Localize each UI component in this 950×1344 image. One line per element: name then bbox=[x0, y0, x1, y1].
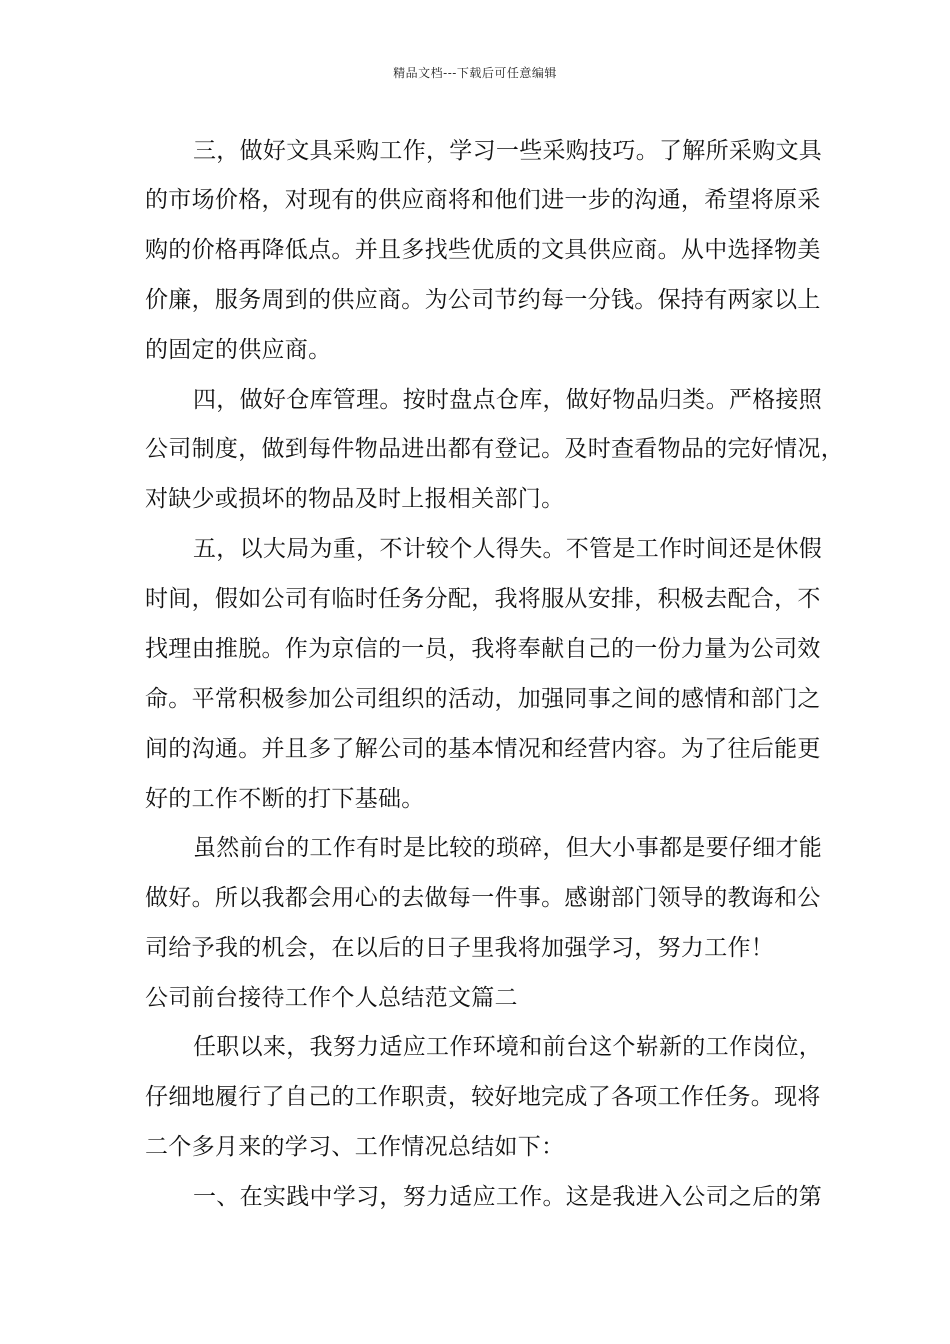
text-line: 购的价格再降低点。并且多找些优质的文具供应商。从中选择物美 bbox=[145, 237, 821, 263]
text-line: 任职以来，我努力适应工作环境和前台这个崭新的工作岗位， bbox=[193, 1034, 823, 1060]
text-line: 五，以大局为重，不计较个人得失。不管是工作时间还是休假 bbox=[193, 536, 823, 562]
text-line: 好的工作不断的打下基础。 bbox=[145, 786, 425, 812]
text-line: 命。平常积极参加公司组织的活动，加强同事之间的感情和部门之 bbox=[145, 686, 821, 712]
text-line: 对缺少或损坏的物品及时上报相关部门。 bbox=[145, 486, 565, 512]
text-line: 二个多月来的学习、工作情况总结如下： bbox=[145, 1134, 565, 1160]
section-heading: 公司前台接待工作个人总结范文篇二 bbox=[145, 985, 518, 1011]
text-line: 虽然前台的工作有时是比较的琐碎，但大小事都是要仔细才能 bbox=[193, 835, 823, 861]
text-line: 司给予我的机会，在以后的日子里我将加强学习，努力工作！ bbox=[145, 935, 775, 961]
page-header: 精品文档---下载后可任意编辑 bbox=[393, 66, 557, 80]
text-line: 间的沟通。并且多了解公司的基本情况和经营内容。为了往后能更 bbox=[145, 736, 821, 762]
text-line: 三，做好文具采购工作，学习一些采购技巧。了解所采购文具 bbox=[193, 138, 823, 164]
text-line: 的市场价格，对现有的供应商将和他们进一步的沟通，希望将原采 bbox=[145, 187, 821, 213]
text-line: 的固定的供应商。 bbox=[145, 337, 332, 363]
text-line: 四，做好仓库管理。按时盘点仓库，做好物品归类。严格接照 bbox=[193, 387, 823, 413]
text-line: 仔细地履行了自己的工作职责，较好地完成了各项工作任务。现将 bbox=[145, 1084, 821, 1110]
text-line: 时间，假如公司有临时任务分配，我将服从安排，积极去配合，不 bbox=[145, 586, 821, 612]
text-line: 做好。所以我都会用心的去做每一件事。感谢部门领导的教诲和公 bbox=[145, 885, 821, 911]
text-line: 找理由推脱。作为京信的一员，我将奉献自己的一份力量为公司效 bbox=[145, 636, 821, 662]
text-line: 价廉，服务周到的供应商。为公司节约每一分钱。保持有两家以上 bbox=[145, 287, 821, 313]
text-line: 公司制度，做到每件物品进出都有登记。及时查看物品的完好情况， bbox=[145, 436, 844, 462]
text-line: 一、在实践中学习，努力适应工作。这是我进入公司之后的第 bbox=[193, 1184, 823, 1210]
